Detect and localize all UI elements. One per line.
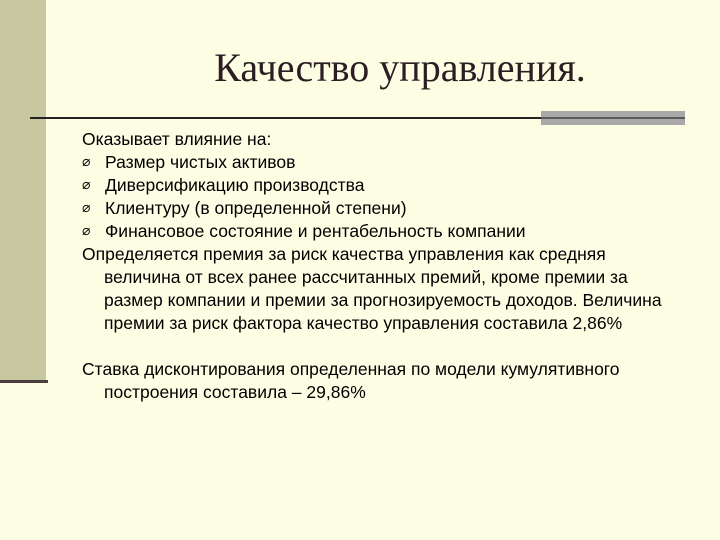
slide-title: Качество управления. — [214, 45, 586, 90]
bullet-text: Диверсификацию производства — [105, 175, 365, 195]
bullet-text: Клиентуру (в определенной степени) — [105, 198, 407, 218]
bullet-icon: ⌀ — [82, 223, 91, 239]
bullet-text: Финансовое состояние и рентабельность компании — [105, 221, 526, 241]
bullet-icon: ⌀ — [82, 200, 91, 216]
slide-body — [82, 128, 682, 404]
paragraph-spacer — [82, 335, 682, 358]
bullet-icon: ⌀ — [82, 177, 91, 193]
left-decorative-band — [0, 0, 46, 380]
bullet-item — [82, 151, 682, 174]
discount-rate-paragraph: Ставка дисконтирования определенная по модели кумулятивного построения составила – 29,86% — [82, 359, 620, 402]
premium-paragraph: Определяется премия за риск качества управления как средняя величина от всех ранее рассчитанных премий, кроме премии за размер компании и премии за прогнозируемость доходов. Величина премии за риск фактора качество управления составила 2,86% — [82, 244, 662, 333]
bullet-text: Размер чистых активов — [105, 152, 296, 172]
bullet-icon: ⌀ — [82, 154, 91, 170]
left-band-rule — [0, 380, 48, 383]
bullet-item — [82, 220, 682, 243]
title-accent-line — [541, 117, 685, 119]
intro-text: Оказывает влияние на: — [82, 129, 272, 149]
bullet-item — [82, 174, 682, 197]
bullet-item — [82, 197, 682, 220]
